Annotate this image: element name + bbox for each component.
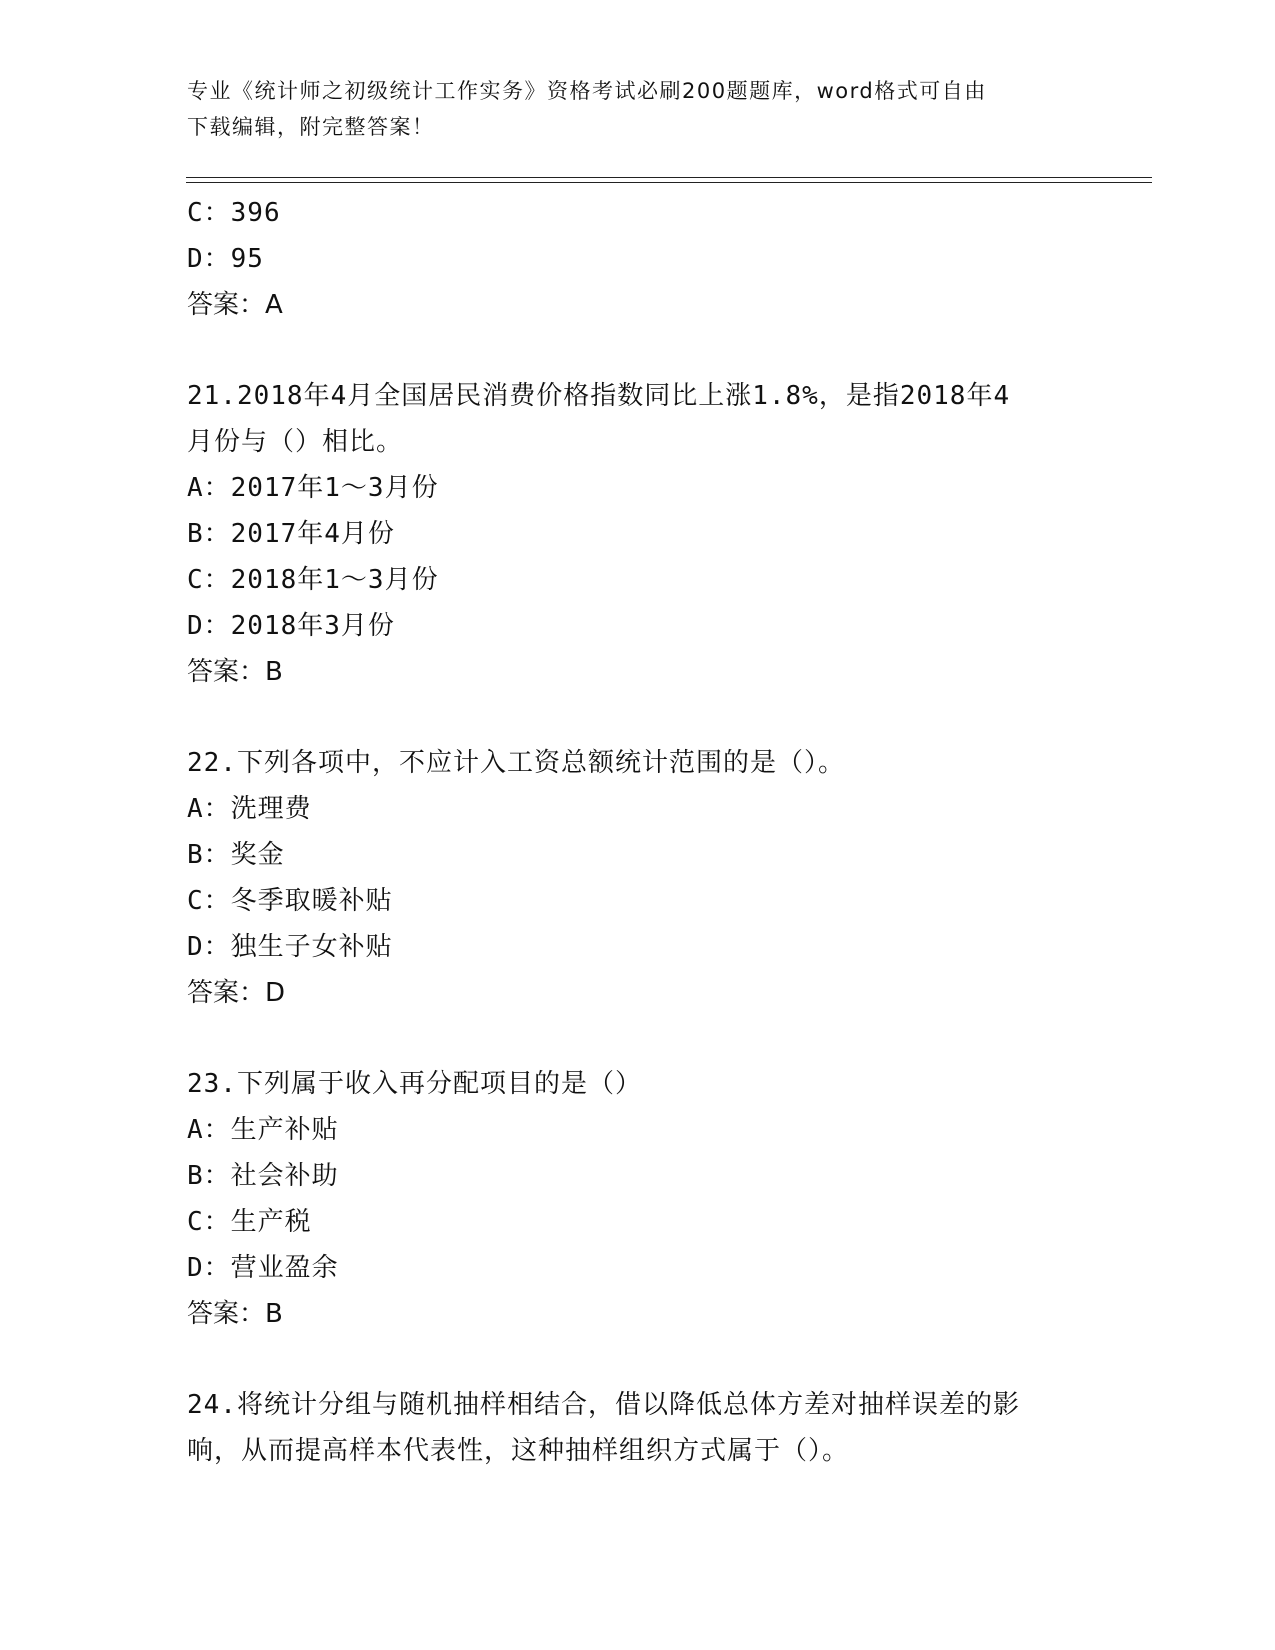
option-d: D：独生子女补贴 bbox=[187, 932, 393, 962]
option-c: C：生产税 bbox=[187, 1207, 312, 1237]
option-a: A：洗理费 bbox=[187, 794, 312, 824]
option-b: B：社会补助 bbox=[187, 1161, 339, 1191]
option-d: D：营业盈余 bbox=[187, 1253, 339, 1283]
option-c: C：冬季取暖补贴 bbox=[187, 886, 393, 916]
answer-line: 答案：D bbox=[187, 978, 286, 1008]
spacer bbox=[187, 328, 1087, 373]
option-a: A：2017年1～3月份 bbox=[187, 473, 439, 503]
question-list bbox=[187, 190, 1087, 1474]
spacer bbox=[187, 1016, 1087, 1061]
option-b: B：奖金 bbox=[187, 840, 285, 870]
option-c: C：396 bbox=[187, 198, 281, 228]
option-a: A：生产补贴 bbox=[187, 1115, 339, 1145]
option-d: D：2018年3月份 bbox=[187, 611, 395, 641]
question-24-text-line-1: 24.将统计分组与随机抽样相结合，借以降低总体方差对抽样误差的影 bbox=[187, 1390, 1020, 1420]
question-22-text: 22.下列各项中，不应计入工资总额统计范围的是（）。 bbox=[187, 748, 845, 778]
option-d: D：95 bbox=[187, 244, 264, 274]
question-21-text-line-2: 月份与（）相比。 bbox=[187, 427, 404, 457]
answer-line: 答案：B bbox=[187, 657, 283, 687]
answer-line: 答案：B bbox=[187, 1299, 283, 1329]
header-divider-top bbox=[186, 177, 1152, 178]
answer-line: 答案：A bbox=[187, 290, 283, 320]
option-c: C：2018年1～3月份 bbox=[187, 565, 439, 595]
header-title-line-1: 专业《统计师之初级统计工作实务》资格考试必刷200题题库，word格式可自由 bbox=[187, 79, 987, 103]
question-21-text-line-1: 21.2018年4月全国居民消费价格指数同比上涨1.8%，是指2018年4 bbox=[187, 381, 1011, 411]
question-24-text-line-2: 响，从而提高样本代表性，这种抽样组织方式属于（）。 bbox=[187, 1436, 850, 1466]
option-b: B：2017年4月份 bbox=[187, 519, 395, 549]
header-title-line-2: 下载编辑，附完整答案！ bbox=[187, 115, 435, 139]
header-divider-bottom bbox=[186, 182, 1152, 183]
document-header bbox=[187, 73, 1077, 145]
spacer bbox=[187, 1337, 1087, 1382]
question-23-text: 23.下列属于收入再分配项目的是（） bbox=[187, 1069, 642, 1099]
spacer bbox=[187, 695, 1087, 740]
